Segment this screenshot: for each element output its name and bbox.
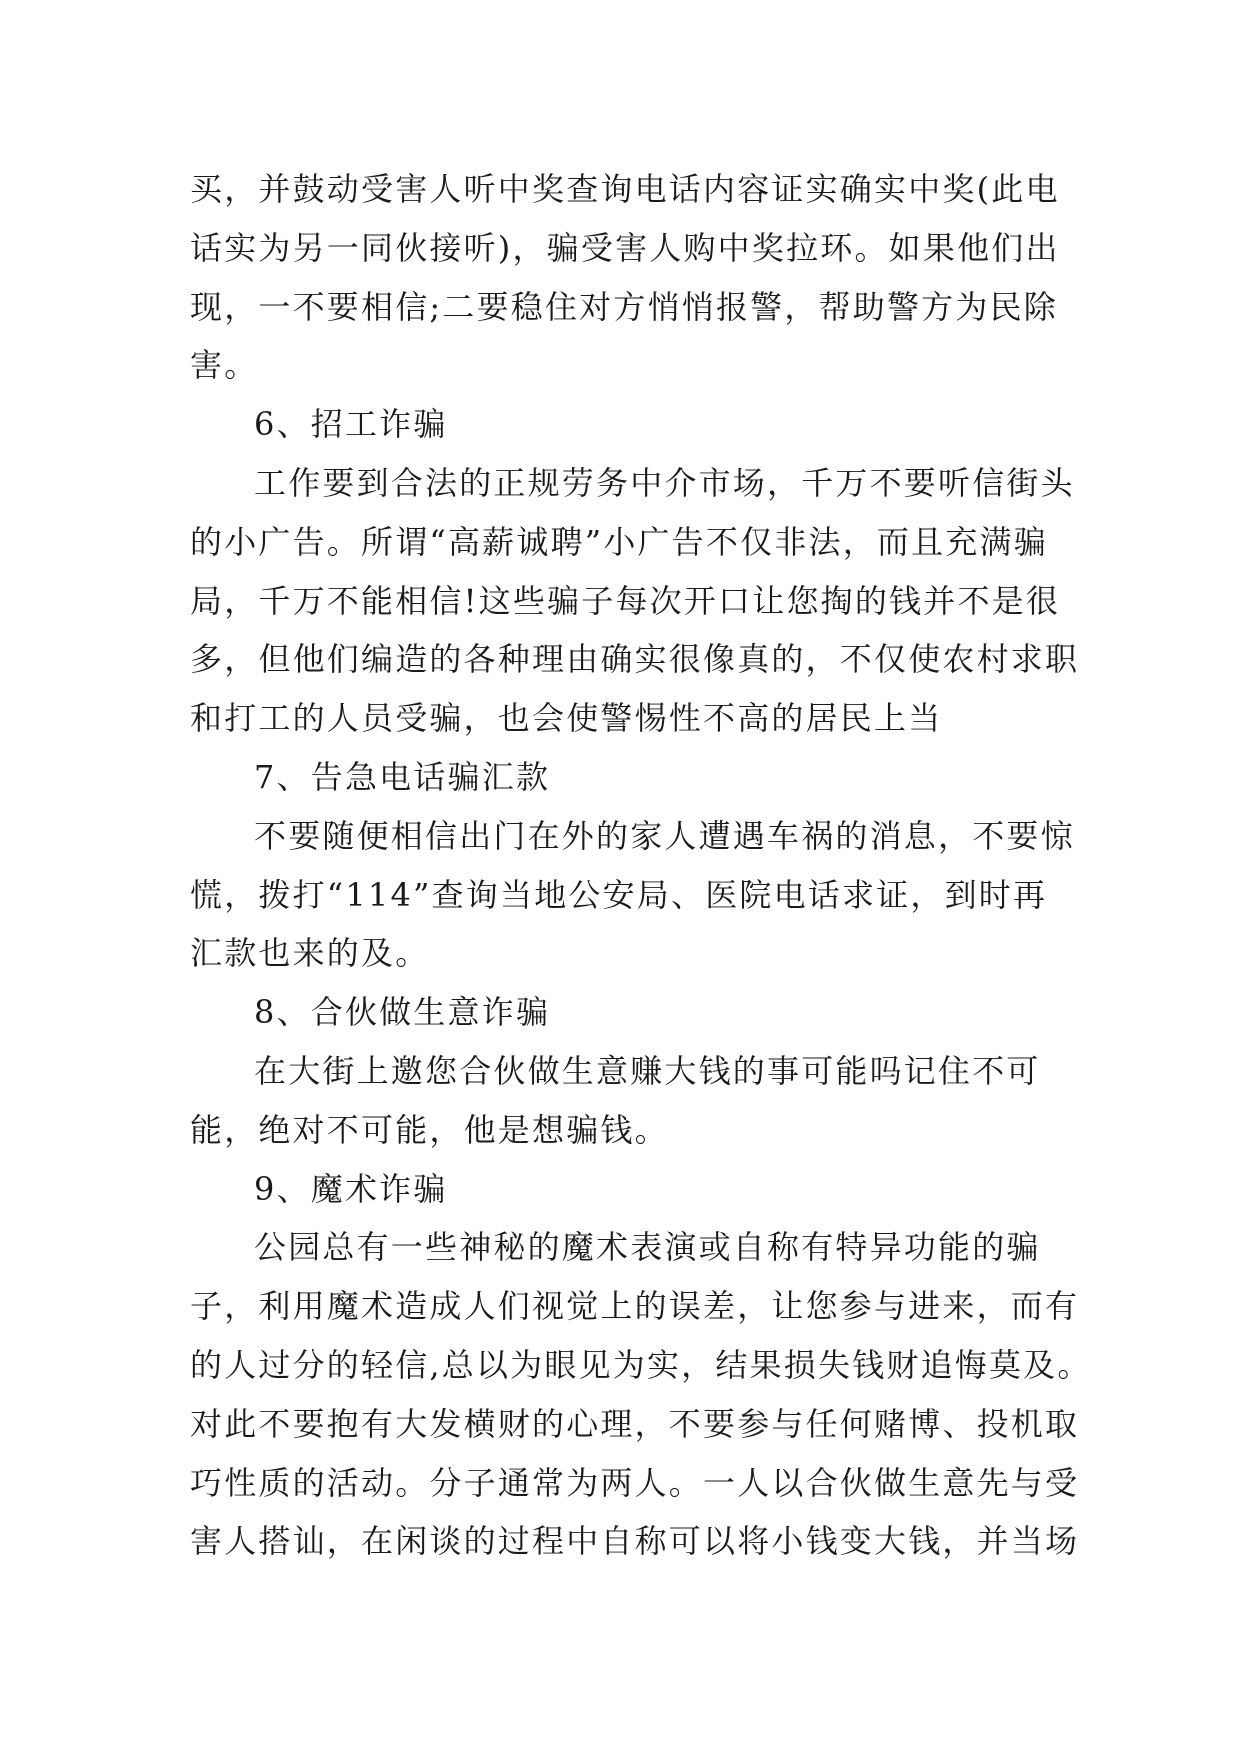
text-line: 7、告急电话骗汇款: [254, 757, 551, 796]
text-line: 6、招工诈骗: [254, 405, 448, 444]
text-line: 买，并鼓动受害人听中奖查询电话内容证实确实中奖(此电: [190, 170, 1060, 208]
text-line: 多，但他们编造的各种理由确实很像真的，不仅使农村求职: [190, 640, 1080, 679]
text-line: 9、魔术诈骗: [254, 1169, 448, 1208]
text-line: 害。: [190, 346, 259, 385]
text-line: 现，一不要相信;二要稳住对方悄悄报警，帮助警方为民除: [190, 287, 1058, 326]
text-line: 能，绝对不可能，他是想骗钱。: [190, 1110, 669, 1149]
text-line: 汇款也来的及。: [190, 934, 430, 973]
text-line: 工作要到合法的正规劳务中介市场，千万不要听信街头: [254, 463, 1075, 502]
text-line: 对此不要抱有大发横财的心理，不要参与任何赌博、投机取: [190, 1404, 1080, 1443]
text-line: 局，千万不能相信!这些骗子每次开口让您掏的钱并不是很: [190, 581, 1061, 620]
text-line: 的人过分的轻信,总以为眼见为实，结果损失钱财追悔莫及。: [190, 1345, 1092, 1384]
text-line: 8、合伙做生意诈骗: [254, 993, 551, 1032]
text-line: 的小广告。所谓“高薪诚聘”小广告不仅非法，而且充满骗: [190, 522, 1048, 561]
text-line: 巧性质的活动。分子通常为两人。一人以合伙做生意先与受: [190, 1463, 1080, 1502]
text-line: 不要随便相信出门在外的家人遭遇车祸的消息，不要惊: [254, 816, 1075, 855]
text-line: 在大街上邀您合伙做生意赚大钱的事可能吗记住不可: [254, 1051, 1041, 1090]
text-line: 子，利用魔术造成人们视觉上的误差，让您参与进来，而有: [190, 1287, 1080, 1326]
text-line: 和打工的人员受骗，也会使警惕性不高的居民上当: [190, 699, 943, 738]
document-page: [190, 160, 1092, 1571]
text-line: 害人搭讪，在闲谈的过程中自称可以将小钱变大钱，并当场: [190, 1522, 1080, 1561]
text-line: 话实为另一同伙接听)，骗受害人购中奖拉环。如果他们出: [190, 228, 1060, 267]
text-line: 慌，拨打“114”查询当地公安局、医院电话求证，到时再: [190, 875, 1048, 914]
text-line: 公园总有一些神秘的魔术表演或自称有特异功能的骗: [254, 1228, 1041, 1267]
